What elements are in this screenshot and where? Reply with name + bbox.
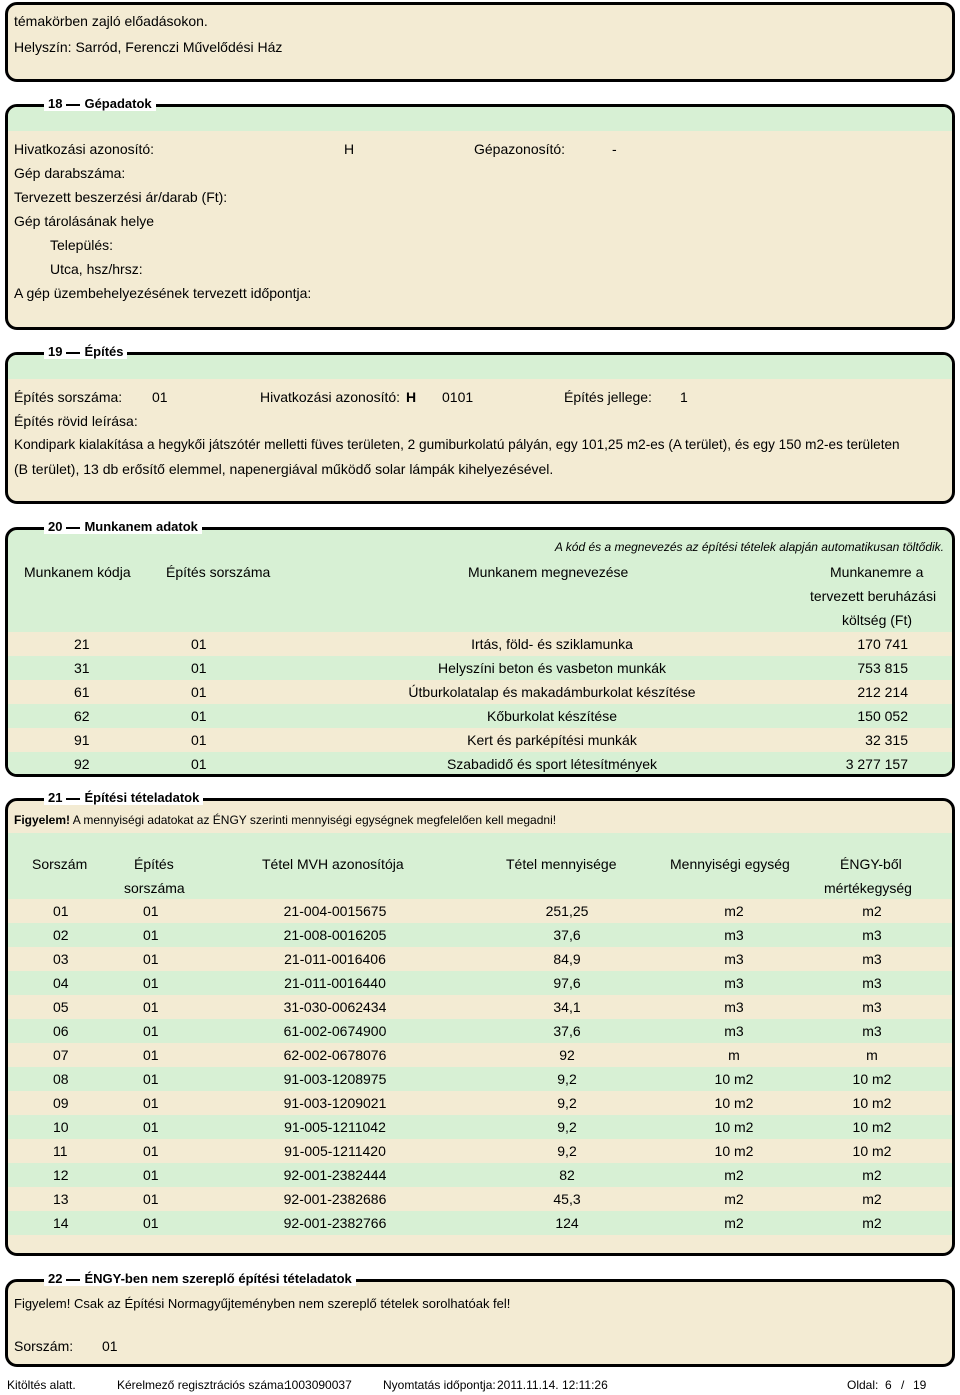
tetel-egyseg: m2 [724,903,744,919]
munkanem-row [8,656,952,680]
leiras-line-1: Kondipark kialakítása a hegykői játszótér melletti füves területen, 2 gumiburkolatú pályán, egy 101,25 m2-es (A terület), és egy 150 m2-es területen [14,437,900,452]
tetel-mvh: 21-011-0016440 [284,975,386,991]
tetel-epites: 01 [143,1071,159,1087]
tetel-sorszam: 13 [53,1191,69,1207]
tetel-row [8,1019,952,1043]
leiras-label: Építés rövid leírása: [14,413,138,429]
tetel-warning-bold: Figyelem! [14,813,71,827]
epites-sorszam-label: Építés sorszáma: [14,389,123,405]
gepazonosito-label: Gépazonosító: [474,141,566,157]
munkanem-kod: 31 [74,660,90,676]
munkanem-sorszam: 01 [191,636,207,652]
tetel-row [8,1115,952,1139]
tetel-mvh: 62-002-0678076 [283,1047,387,1063]
engy-sorszam-label: Sorszám: [14,1338,74,1354]
munkanem-row [8,728,952,752]
tetel-sorszam: 05 [53,999,69,1015]
tetel-mennyiseg: 97,6 [553,975,581,991]
tetel-epites: 01 [143,1143,159,1159]
tetel-row [8,995,952,1019]
munkanem-sorszam: 01 [191,756,207,772]
hiv-label: Hivatkozási azonosító: [260,389,401,405]
tetel-sorszam: 03 [53,951,69,967]
tetel-epites: 01 [143,1215,159,1231]
tetel-egyseg: 10 m2 [714,1095,754,1111]
footer-reg-label: Kérelmező regisztrációs száma: [117,1378,288,1392]
munkanem-header-sorszam: Építés sorszáma [166,564,271,580]
tetel-egyseg: m3 [724,999,744,1015]
tetel-engy: m [866,1047,878,1063]
intro-box [5,2,955,82]
munkanem-megnevezes: Útburkolatalap és makadámburkolat készítése [408,684,696,700]
tetel-egyseg: m2 [724,1191,744,1207]
tetel-engy: 10 m2 [852,1143,892,1159]
tetel-header-sorszam: Sorszám [32,856,88,872]
section-19-number: 19 [48,344,63,359]
footer-status: Kitöltés alatt. [7,1378,76,1392]
intro-line-2: Helyszín: Sarród, Ferenczi Művelődési Ház [14,39,283,55]
tetel-engy: m3 [862,1023,882,1039]
tetel-mennyiseg: 124 [555,1215,579,1231]
tetel-mennyiseg: 34,1 [553,999,581,1015]
munkanem-sorszam: 01 [191,684,207,700]
epites-sorszam-value: 01 [152,389,168,405]
tetel-mvh: 91-003-1209021 [283,1095,387,1111]
leiras-line-2: (B terület), 13 db erősítő elemmel, napenergiával működő solar lámpák kihelyezésével. [14,461,554,477]
tetel-row [8,1091,952,1115]
footer-reg-value: 1003090037 [285,1378,352,1392]
tetel-engy: m2 [862,1167,882,1183]
munkanem-kod: 91 [74,732,90,748]
tetel-egyseg: m3 [724,975,744,991]
munkanem-megnevezes: Szabadidő és sport létesítmények [446,756,658,772]
tetel-row [8,971,952,995]
tetel-row [8,1211,952,1235]
munkanem-koltseg: 150 052 [857,708,908,724]
section-20-box [5,527,955,777]
hivatkozasi-value: H [344,141,355,157]
tetel-mennyiseg: 251,25 [545,903,589,919]
tarolas-label: Gép tárolásának helye [14,213,155,229]
section-21-number: 21 [48,790,63,805]
munkanem-row [8,704,952,728]
section-18-number: 18 [48,96,63,111]
tetel-sorszam: 08 [53,1071,69,1087]
telepules-label: Település: [50,237,114,253]
footer-print-label: Nyomtatás időpontja: [383,1378,496,1392]
section-22-heading: ÉNGY-ben nem szereplő építési tételadatok [84,1271,352,1286]
section-21-title [44,790,203,805]
tetel-header-engy-2: mértékegység [824,880,912,896]
munkanem-sorszam: 01 [191,732,207,748]
munkanem-kod: 62 [74,708,90,724]
tetel-mvh: 21-004-0015675 [283,903,387,919]
section-22-box [5,1279,955,1367]
tetel-egyseg: 10 m2 [714,1119,754,1135]
tetel-mennyiseg: 37,6 [553,927,581,943]
gepazonosito-value: - [612,141,617,157]
munkanem-row [8,680,952,704]
tetel-engy: m3 [862,999,882,1015]
tetel-egyseg: m2 [724,1167,744,1183]
tetel-engy: m3 [862,951,882,967]
section-22-number: 22 [48,1271,63,1286]
tetel-mvh: 91-005-1211420 [284,1143,386,1159]
tetel-engy: 10 m2 [852,1071,892,1087]
tetel-engy: m2 [862,1215,882,1231]
tetel-mvh: 91-005-1211042 [284,1119,386,1135]
tetel-row [8,1187,952,1211]
hiv-prefix: H [406,389,417,405]
section-21-heading: Építési tételadatok [84,790,200,805]
tetel-egyseg: m2 [724,1215,744,1231]
tetel-mvh: 92-001-2382686 [283,1191,387,1207]
tetel-mvh: 92-001-2382766 [283,1215,387,1231]
munkanem-header-koltseg-3: költség (Ft) [842,612,913,628]
munkanem-koltseg: 3 277 157 [845,756,908,772]
tetel-mennyiseg: 92 [559,1047,575,1063]
munkanem-row [8,752,952,776]
hivatkozasi-label: Hivatkozási azonosító: [14,141,155,157]
tetel-sorszam: 07 [53,1047,69,1063]
footer-page-value: 6 [885,1378,892,1392]
tetel-mennyiseg: 37,6 [553,1023,581,1039]
munkanem-kod: 21 [74,636,90,652]
tetel-epites: 01 [143,1119,159,1135]
tetel-egyseg: m [728,1047,740,1063]
section-19-heading: Építés [84,344,124,359]
engy-warning: Figyelem! Csak az Építési Normagyűjteményben nem szereplő tételek sorolhatóak fel! [14,1296,511,1311]
tetel-mennyiseg: 9,2 [557,1095,577,1111]
tetel-epites: 01 [143,975,159,991]
tetel-epites: 01 [143,1191,159,1207]
intro-line-1: témakörben zajló előadásokon. [14,13,208,29]
tetel-epites: 01 [143,999,159,1015]
footer-page-total: 19 [913,1378,927,1392]
tetel-row [8,1067,952,1091]
engy-sorszam-value: 01 [102,1338,118,1354]
munkanem-row [8,632,952,656]
section-19-title [44,344,127,359]
munkanem-megnevezes: Kőburkolat készítése [487,708,617,724]
tetel-sorszam: 04 [53,975,69,991]
uzembe-label: A gép üzembehelyezésének tervezett időpontja: [14,285,312,301]
tetel-mvh: 91-003-1208975 [283,1071,387,1087]
tetel-row [8,947,952,971]
tetel-sorszam: 06 [53,1023,69,1039]
tetel-header-epites-1: Építés [134,856,174,872]
tetel-warning [14,813,556,827]
tetel-row [8,923,952,947]
section-18-title [44,96,156,111]
tetel-mvh: 31-030-0062434 [283,999,387,1015]
darabszam-label: Gép darabszáma: [14,165,126,181]
footer [5,1375,955,1393]
tetel-mvh: 21-011-0016406 [284,951,386,967]
tetel-engy: m3 [862,927,882,943]
munkanem-kod: 92 [74,756,90,772]
tetel-engy: m2 [862,1191,882,1207]
section-18-heading: Gépadatok [84,96,152,111]
tetel-egyseg: 10 m2 [714,1071,754,1087]
footer-page-label: Oldal: [847,1378,879,1392]
footer-page-sep: / [901,1378,905,1392]
munkanem-header-koltseg-1: Munkanemre a [830,564,924,580]
tetel-sorszam: 02 [53,927,69,943]
tetel-header-mennyiseg: Tétel mennyisége [506,856,617,872]
tetel-mennyiseg: 9,2 [557,1143,577,1159]
tetel-sorszam: 11 [53,1143,68,1159]
section-20-title [44,519,202,534]
tetel-sorszam: 09 [53,1095,69,1111]
tetel-epites: 01 [143,927,159,943]
tetel-row [8,1043,952,1067]
tetel-mennyiseg: 9,2 [557,1119,577,1135]
tetel-header-mvh: Tétel MVH azonosítója [262,856,404,872]
tetel-engy: m2 [862,903,882,919]
tetel-egyseg: 10 m2 [714,1143,754,1159]
section-21-box [5,798,955,1256]
section-18-box [5,104,955,330]
munkanem-koltseg: 212 214 [857,684,908,700]
tetel-warning-text: A mennyiségi adatokat az ÉNGY szerinti mennyiségi egységnek megfelelően kell megadni! [72,813,557,827]
tetel-header-engy-1: ÉNGY-ből [840,856,902,872]
tetel-epites: 01 [143,1167,159,1183]
tetel-mvh: 61-002-0674900 [283,1023,387,1039]
tetel-engy: 10 m2 [852,1119,892,1135]
tetel-mennyiseg: 82 [559,1167,575,1183]
tetel-sorszam: 14 [53,1215,69,1231]
munkanem-koltseg: 32 315 [865,732,908,748]
munkanem-koltseg: 753 815 [857,660,908,676]
tetel-sorszam: 10 [53,1119,69,1135]
munkanem-header-kod: Munkanem kódja [24,564,131,580]
jelleg-label: Építés jellege: [564,389,652,405]
tetel-epites: 01 [143,1095,159,1111]
tetel-mvh: 92-001-2382444 [283,1167,387,1183]
jelleg-value: 1 [680,389,688,405]
munkanem-megnevezes: Kert és parképítési munkák [467,732,637,748]
munkanem-sorszam: 01 [191,708,207,724]
tetel-row [8,1139,952,1163]
section-20-heading: Munkanem adatok [84,519,198,534]
munkanem-kod: 61 [74,684,90,700]
tetel-mvh: 21-008-0016205 [283,927,387,943]
tetel-row [8,1163,952,1187]
section-22-title [44,1271,356,1286]
tetel-engy: m3 [862,975,882,991]
tetel-epites: 01 [143,1047,159,1063]
tetel-egyseg: m3 [724,927,744,943]
munkanem-megnevezes: Helyszíni beton és vasbeton munkák [437,660,667,676]
tetel-mennyiseg: 45,3 [553,1191,581,1207]
tetel-engy: 10 m2 [852,1095,892,1111]
section-19-box [5,352,955,504]
munkanem-header-megnevezes: Munkanem megnevezése [468,564,629,580]
tetel-epites: 01 [143,1023,159,1039]
tetel-header-egyseg: Mennyiségi egység [670,856,790,872]
munkanem-note: A kód és a megnevezés az építési tételek alapján automatikusan töltődik. [554,540,944,554]
tetel-epites: 01 [143,903,159,919]
tetel-egyseg: m3 [724,951,744,967]
hiv-value: 0101 [442,389,474,405]
tetel-mennyiseg: 9,2 [557,1071,577,1087]
munkanem-koltseg: 170 741 [857,636,908,652]
footer-print-value: 2011.11.14. 12:11:26 [497,1378,608,1392]
tetel-row [8,899,952,923]
tetel-epites: 01 [143,951,159,967]
tetel-sorszam: 01 [53,903,69,919]
munkanem-sorszam: 01 [191,660,207,676]
section-20-number: 20 [48,519,63,534]
utca-label: Utca, hsz/hrsz: [50,261,143,277]
tetel-egyseg: m3 [724,1023,744,1039]
tetel-header-epites-2: sorszáma [124,880,185,896]
ar-label: Tervezett beszerzési ár/darab (Ft): [14,189,228,205]
munkanem-header-koltseg-2: tervezett beruházási [810,588,937,604]
tetel-sorszam: 12 [53,1167,69,1183]
munkanem-megnevezes: Irtás, föld- és sziklamunka [471,636,633,652]
tetel-mennyiseg: 84,9 [553,951,581,967]
